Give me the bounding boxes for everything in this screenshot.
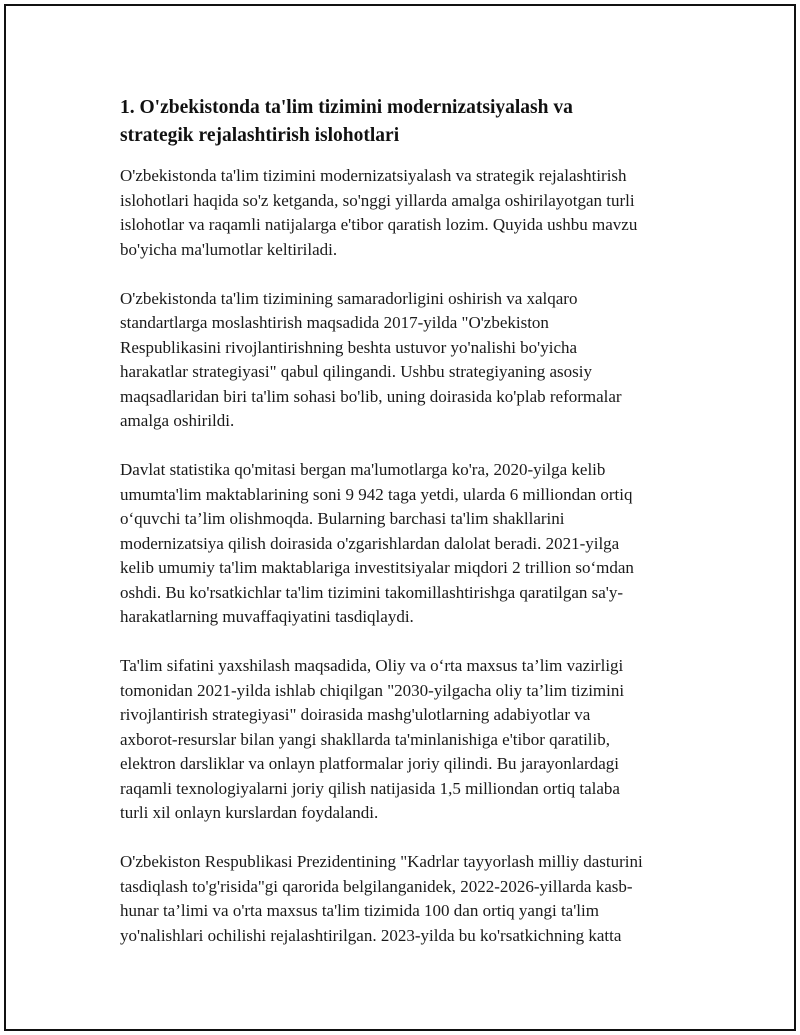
text-line: axborot-resurslar bilan yangi shakllarda ta'minlanishiga e'tibor qaratilib,: [120, 729, 611, 749]
text-line: modernizatsiya qilish doirasida o'zgarishlardan dalolat beradi. 2021-yilga: [120, 533, 620, 553]
text-line: tasdiqlash to'g'risida"gi qarorida belgilanganidek, 2022-2026-yillarda kasb-: [120, 876, 633, 896]
text-line: maqsadlaridan biri ta'lim sohasi bo'lib, uning doirasida ko'plab reformalar: [120, 386, 622, 406]
text-line: turli xil onlayn kurslardan foydalandi.: [120, 803, 379, 822]
text-line: o‘quvchi ta’lim olishmoqda. Bularning barchasi ta'lim shakllarini: [120, 509, 565, 528]
paragraph-decree: [120, 850, 700, 948]
text-line: raqamli texnologiyalarni joriy qilish natijasida 1,5 milliondan ortiq talaba: [120, 778, 620, 798]
text-line: islohotlar va raqamli natijalarga e'tibor qaratish lozim. Quyida ushbu mavzu: [120, 215, 638, 234]
text-line: tomonidan 2021-yilda ishlab chiqilgan "2030-yilgacha oliy ta’lim tizimini: [120, 680, 625, 700]
paragraph-strategy-2017: [120, 287, 700, 434]
text-line: elektron darsliklar va onlayn platformalar joriy qilindi. Bu jarayonlardagi: [120, 754, 619, 773]
section-heading: [120, 94, 700, 150]
heading-line: strategik rejalashtirish islohotlari: [120, 125, 400, 146]
page-frame: [4, 4, 796, 1031]
text-line: harakatlar strategiyasi" qabul qilingandi. Ushbu strategiyaning asosiy: [120, 362, 592, 381]
text-line: islohotlari haqida so'z ketganda, so'nggi yillarda amalga oshirilayotgan turli: [120, 190, 635, 210]
text-line: bo'yicha ma'lumotlar keltiriladi.: [120, 239, 338, 259]
heading-line: 1. O'zbekistonda ta'lim tizimini modernizatsiyalash va: [120, 97, 573, 118]
text-line: rivojlantirish strategiyasi" doirasida mashg'ulotlarning adabiyotlar va: [120, 705, 591, 724]
text-line: O'zbekistonda ta'lim tizimini modernizatsiyalash va strategik rejalashtirish: [120, 166, 627, 185]
text-line: O'zbekistonda ta'lim tizimining samaradorligini oshirish va xalqaro: [120, 288, 578, 308]
text-line: amalga oshirildi.: [120, 411, 235, 430]
text-line: umumta'lim maktablarining soni 9 942 taga yetdi, ularda 6 milliondan ortiq: [120, 484, 633, 504]
text-line: Respublikasini rivojlantirishning beshta ustuvor yo'nalishi bo'yicha: [120, 337, 578, 357]
paragraph-intro: [120, 164, 700, 262]
text-line: harakatlarning muvaffaqiyatini tasdiqlaydi.: [120, 607, 414, 626]
text-line: yo'nalishlari ochilishi rejalashtirilgan. 2023-yilda bu ko'rsatkichning katta: [120, 925, 622, 945]
document-body: [120, 94, 700, 973]
text-line: Ta'lim sifatini yaxshilash maqsadida, Oliy va o‘rta maxsus ta’lim vazirligi: [120, 656, 624, 675]
text-line: oshdi. Bu ko'rsatkichlar ta'lim tizimini takomillashtirishga qaratilgan sa'y-: [120, 582, 624, 602]
text-line: O'zbekiston Respublikasi Prezidentining "Kadrlar tayyorlash milliy dasturini: [120, 852, 643, 871]
paragraph-statistics: [120, 458, 700, 630]
text-line: Davlat statistika qo'mitasi bergan ma'lumotlarga ko'ra, 2020-yilga kelib: [120, 460, 606, 479]
text-line: standartlarga moslashtirish maqsadida 2017-yilda "O'zbekiston: [120, 313, 549, 332]
text-line: kelib umumiy ta'lim maktablariga investitsiyalar miqdori 2 trillion so‘mdan: [120, 558, 634, 577]
text-line: hunar ta’limi va o'rta maxsus ta'lim tizimida 100 dan ortiq yangi ta'lim: [120, 901, 599, 920]
paragraph-quality: [120, 654, 700, 826]
